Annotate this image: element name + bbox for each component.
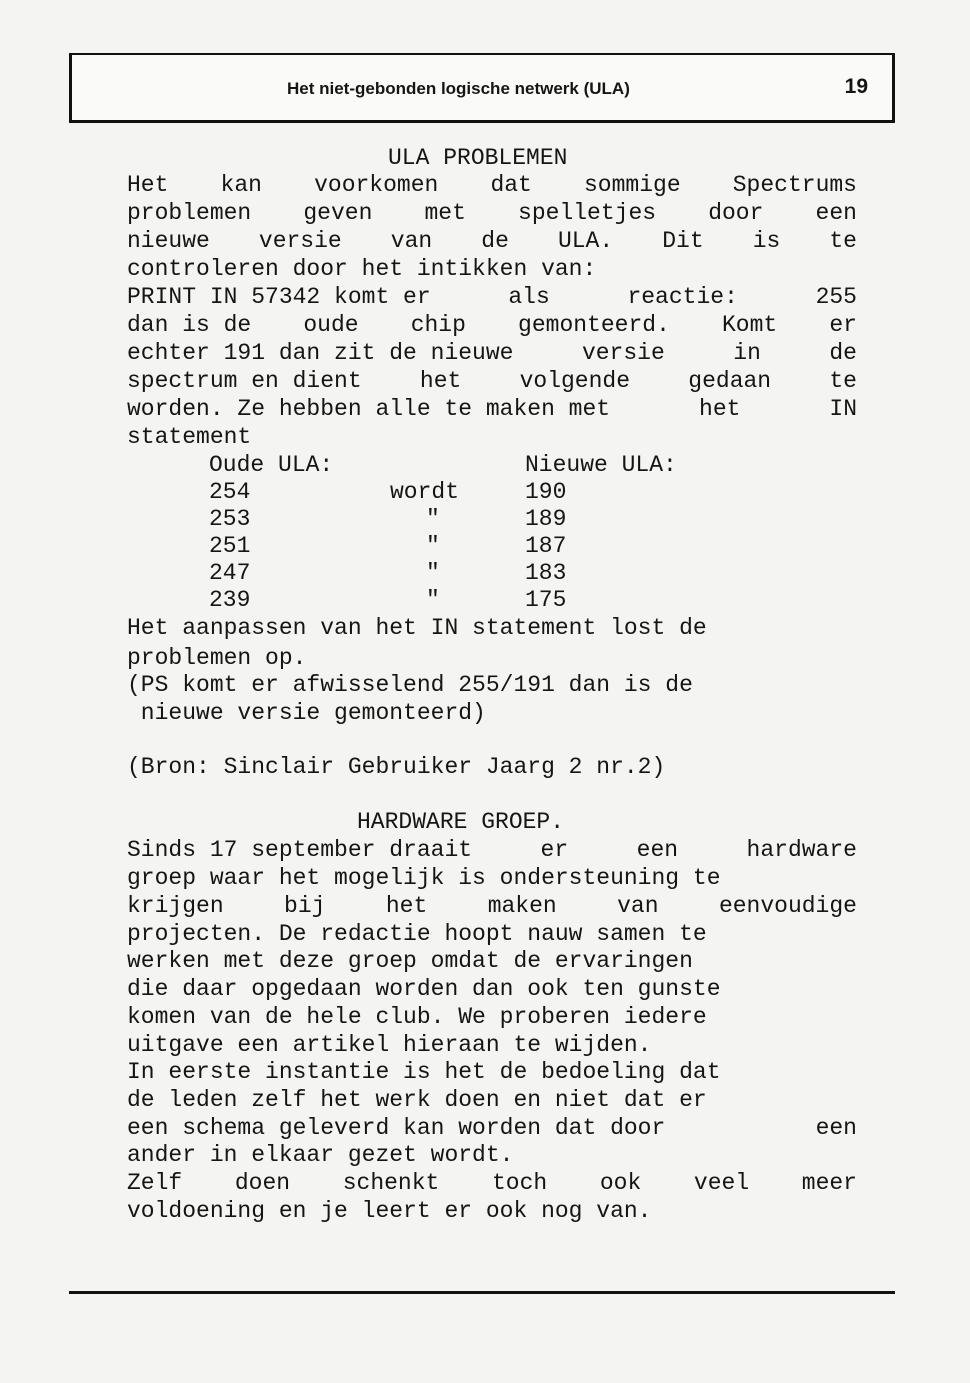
word: de [829, 340, 857, 366]
word: echter 191 dan zit de nieuwe [127, 340, 514, 366]
word: Het [127, 172, 169, 198]
table-cell-old: 247 [209, 560, 251, 586]
word: van [617, 893, 659, 919]
paragraph-line [127, 311, 857, 339]
word: IN [829, 396, 857, 422]
paragraph-line [127, 892, 857, 920]
word: een schema geleverd kan worden dat door [127, 1115, 666, 1141]
table-cell-old: 253 [209, 506, 251, 532]
table-cell-new: 183 [525, 560, 567, 586]
word: voorkomen [314, 172, 439, 198]
paragraph-line [127, 836, 857, 864]
word: versie [581, 340, 665, 366]
word: Zelf [127, 1170, 183, 1196]
header-title: Het niet-gebonden logische netwerk (ULA) [287, 79, 630, 98]
word: in [733, 340, 761, 366]
paragraph-line: die daar opgedaan worden dan ook ten gunste [127, 976, 721, 1002]
paragraph-line: werken met deze groep omdat de ervaringen [127, 948, 693, 974]
word: kan [220, 172, 262, 198]
paragraph-line [127, 395, 857, 423]
word: doen [234, 1170, 291, 1196]
table-header-new: Nieuwe ULA: [525, 452, 677, 478]
word: gemonteerd. [518, 312, 670, 338]
table-header-old: Oude ULA: [209, 452, 334, 478]
table-cell-mid: " [426, 533, 440, 559]
paragraph-line [127, 199, 857, 227]
word: krijgen [127, 893, 224, 919]
paragraph-line: ander in elkaar gezet wordt. [127, 1142, 514, 1168]
table-cell-new: 187 [525, 533, 567, 559]
paragraph-line: komen van de hele club. We proberen iedere [127, 1004, 707, 1030]
word: door [708, 200, 764, 226]
table-cell-old: 239 [209, 587, 251, 613]
word: veel [693, 1170, 750, 1196]
paragraph-line: Het aanpassen van het IN statement lost de [127, 615, 707, 641]
paragraph-line: de leden zelf het werk doen en niet dat er [127, 1087, 707, 1113]
word: eenvoudige [718, 893, 857, 919]
word: als [508, 284, 550, 310]
word: oude [303, 312, 359, 338]
paragraph-line: voldoening en je leert er ook nog van. [127, 1198, 652, 1224]
table-cell-new: 190 [525, 479, 567, 505]
word: ULA. [557, 228, 614, 254]
word: maken [487, 893, 557, 919]
word: 255 [815, 284, 857, 310]
paragraph-line: (Bron: Sinclair Gebruiker Jaarg 2 nr.2) [127, 754, 666, 780]
paragraph-line: nieuwe versie gemonteerd) [127, 700, 486, 726]
word: met [424, 200, 466, 226]
word: te [829, 368, 857, 394]
word: te [829, 228, 857, 254]
paragraph-line: statement [127, 424, 252, 450]
word: spectrum en dient [127, 368, 362, 394]
page-number: 19 [844, 75, 868, 98]
word: het [419, 368, 462, 394]
paragraph-line: projecten. De redactie hoopt nauw samen te [127, 921, 707, 947]
paragraph-line: groep waar het mogelijk is ondersteuning te [127, 865, 721, 891]
word: schenkt [342, 1170, 440, 1196]
table-cell-mid: wordt [390, 479, 460, 505]
paragraph-line [127, 1114, 857, 1142]
word: er [540, 837, 569, 863]
word: hardware [746, 837, 857, 863]
paragraph-line [127, 171, 857, 199]
word: Dit [662, 228, 704, 254]
word: reactie: [627, 284, 738, 310]
word: de [481, 228, 509, 254]
word: er [829, 312, 857, 338]
footer-divider [69, 1291, 895, 1294]
section-heading-ula: ULA PROBLEMEN [388, 145, 568, 171]
table-cell-mid: " [426, 506, 440, 532]
word: chip [410, 312, 466, 338]
word: spelletjes [518, 200, 657, 226]
paragraph-line [127, 283, 857, 311]
word: een [815, 1115, 857, 1141]
paragraph-line: uitgave een artikel hieraan te wijden. [127, 1032, 652, 1058]
paragraph-line [127, 367, 857, 395]
paragraph-line [127, 1169, 857, 1197]
word: van [390, 228, 433, 254]
word: het [385, 893, 428, 919]
table-cell-new: 189 [525, 506, 567, 532]
word: meer [801, 1170, 857, 1196]
word: een [815, 200, 857, 226]
word: Spectrums [732, 172, 857, 198]
word: een [636, 837, 679, 863]
word: geven [303, 200, 373, 226]
word: bij [284, 893, 326, 919]
word: het [699, 396, 741, 422]
word: is [752, 228, 781, 254]
word: problemen [127, 200, 252, 226]
word: Sinds 17 september draait [127, 837, 473, 863]
word: dat [490, 172, 532, 198]
word: gedaan [688, 368, 772, 394]
paragraph-line: In eerste instantie is het de bedoeling dat [127, 1059, 721, 1085]
word: PRINT IN 57342 komt er [127, 284, 431, 310]
table-cell-new: 175 [525, 587, 567, 613]
table-cell-old: 251 [209, 533, 251, 559]
section-heading-hardware: HARDWARE GROEP. [357, 809, 565, 835]
paragraph-line: problemen op. [127, 645, 307, 671]
table-cell-mid: " [426, 587, 440, 613]
word: worden. Ze hebben alle te maken met [127, 396, 611, 422]
paragraph-line [127, 339, 857, 367]
paragraph-line: (PS komt er afwisselend 255/191 dan is de [127, 672, 693, 698]
word: sommige [584, 172, 681, 198]
paragraph-line [127, 227, 857, 255]
word: nieuwe [127, 228, 210, 254]
word: ook [599, 1170, 642, 1196]
word: Komt [722, 312, 778, 338]
table-cell-old: 254 [209, 479, 251, 505]
page-header [69, 53, 895, 123]
word: dan is de [127, 312, 252, 338]
word: toch [491, 1170, 548, 1196]
paragraph-line: controleren door het intikken van: [127, 256, 597, 282]
word: versie [258, 228, 342, 254]
word: volgende [519, 368, 631, 394]
table-cell-mid: " [426, 560, 440, 586]
